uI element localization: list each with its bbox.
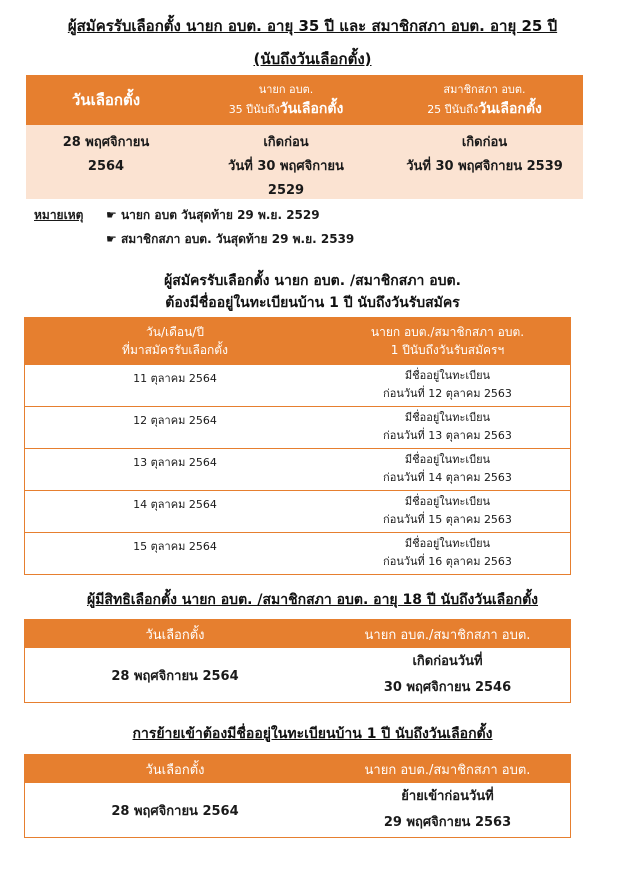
section2-title-line1: ผู้สมัครรับเลือกตั้ง นายก อบต. /สมาชิกสภา อบต. (164, 273, 461, 289)
table-header (25, 755, 570, 783)
header-council (386, 75, 583, 125)
section1-title-line2: (นับถึงวันเลือกตั้ง) (253, 50, 372, 68)
table-row (25, 448, 570, 490)
voter-age-table (24, 619, 571, 703)
note-item: ☛ สมาชิกสภา อบต. วันสุดท้าย 29 พ.ย. 2539 (106, 232, 355, 246)
cell-apply-date: 13 ตุลาคม 2564 (133, 456, 217, 469)
section4-title: การย้ายเข้าต้องมีชื่ออยู่ในทะเบียนบ้าน 1 ปี นับถึงวันเลือกตั้ง (132, 726, 493, 742)
cell-council-birth: เกิดก่อน วันที่ 30 พฤศจิกายน 2539 (406, 135, 563, 174)
header-apply-date: วัน/เดือน/ปี ที่มาสมัครรับเลือกตั้ง (122, 325, 228, 357)
cell-election-date: 28 พฤศจิกายน 2564 (111, 803, 239, 819)
table-row (25, 648, 570, 702)
header-election-date: วันเลือกตั้ง (145, 627, 205, 643)
cell-registration: มีชื่ออยู่ในทะเบียน ก่อนวันที่ 13 ตุลาคม 2563 (383, 411, 512, 442)
cell-election-date: 28 พฤศจิกายน 2564 (62, 135, 150, 174)
section1-title-line1: ผู้สมัครรับเลือกตั้ง นายก อบต. อายุ 35 ปี และ สมาชิกสภา อบต. อายุ 25 ปี (67, 17, 558, 35)
table-row (25, 490, 570, 532)
header-election-date: วันเลือกตั้ง (71, 91, 141, 109)
header-council-line2: 25 ปีนับถึงวันเลือกตั้ง (427, 101, 542, 117)
candidate-age-table (26, 75, 583, 199)
header-mayor-council: นายก อบต./สมาชิกสภา อบต. (364, 627, 531, 643)
pointing-hand-icon: ☛ (106, 208, 117, 222)
move-in-table (24, 754, 571, 838)
table-row (25, 783, 570, 837)
cell-election-date: 28 พฤศจิกายน 2564 (111, 668, 239, 684)
cell-registration: มีชื่ออยู่ในทะเบียน ก่อนวันที่ 14 ตุลาคม 2563 (383, 453, 512, 484)
table-row (26, 125, 583, 199)
header-election-date: วันเลือกตั้ง (145, 762, 205, 778)
header-mayor (186, 75, 386, 125)
header-council-line1: สมาชิกสภา อบต. (443, 83, 526, 96)
table-header (25, 620, 570, 648)
cell-mayor-birth: เกิดก่อน วันที่ 30 พฤศจิกายน 2529 (228, 135, 344, 198)
header-mayor-line1: นายก อบต. (258, 83, 314, 96)
registration-table (24, 317, 571, 575)
pointing-hand-icon: ☛ (106, 232, 117, 246)
table-row (25, 364, 570, 406)
cell-apply-date: 12 ตุลาคม 2564 (133, 414, 217, 427)
note-label: หมายเหตุ (34, 208, 84, 222)
header-registration: นายก อบต./สมาชิกสภา อบต. 1 ปีนับถึงวันรับสมัครฯ (370, 325, 525, 357)
table-header (26, 75, 583, 125)
cell-registration: มีชื่ออยู่ในทะเบียน ก่อนวันที่ 16 ตุลาคม 2563 (383, 537, 512, 568)
header-mayor-council: นายก อบต./สมาชิกสภา อบต. (364, 762, 531, 778)
cell-birth-before: เกิดก่อนวันที่ 30 พฤศจิกายน 2546 (383, 654, 512, 695)
cell-apply-date: 15 ตุลาคม 2564 (133, 540, 217, 553)
cell-registration: มีชื่ออยู่ในทะเบียน ก่อนวันที่ 12 ตุลาคม 2563 (383, 369, 512, 400)
note-item: ☛ นายก อบต วันสุดท้าย 29 พ.ย. 2529 (106, 208, 320, 222)
header-mayor-line2: 35 ปีนับถึงวันเลือกตั้ง (228, 101, 344, 117)
cell-apply-date: 14 ตุลาคม 2564 (133, 498, 217, 511)
table-row (25, 532, 570, 574)
cell-apply-date: 11 ตุลาคม 2564 (133, 372, 217, 385)
table-header (25, 318, 570, 364)
cell-registration: มีชื่ออยู่ในทะเบียน ก่อนวันที่ 15 ตุลาคม 2563 (383, 495, 512, 526)
cell-move-in-before: ย้ายเข้าก่อนวันที่ 29 พฤศจิกายน 2563 (383, 789, 512, 830)
table-row (25, 406, 570, 448)
section3-title: ผู้มีสิทธิเลือกตั้ง นายก อบต. /สมาชิกสภา อบต. อายุ 18 ปี นับถึงวันเลือกตั้ง (86, 592, 539, 608)
section2-title-line2: ต้องมีชื่ออยู่ในทะเบียนบ้าน 1 ปี นับถึงวันรับสมัคร (165, 295, 460, 311)
